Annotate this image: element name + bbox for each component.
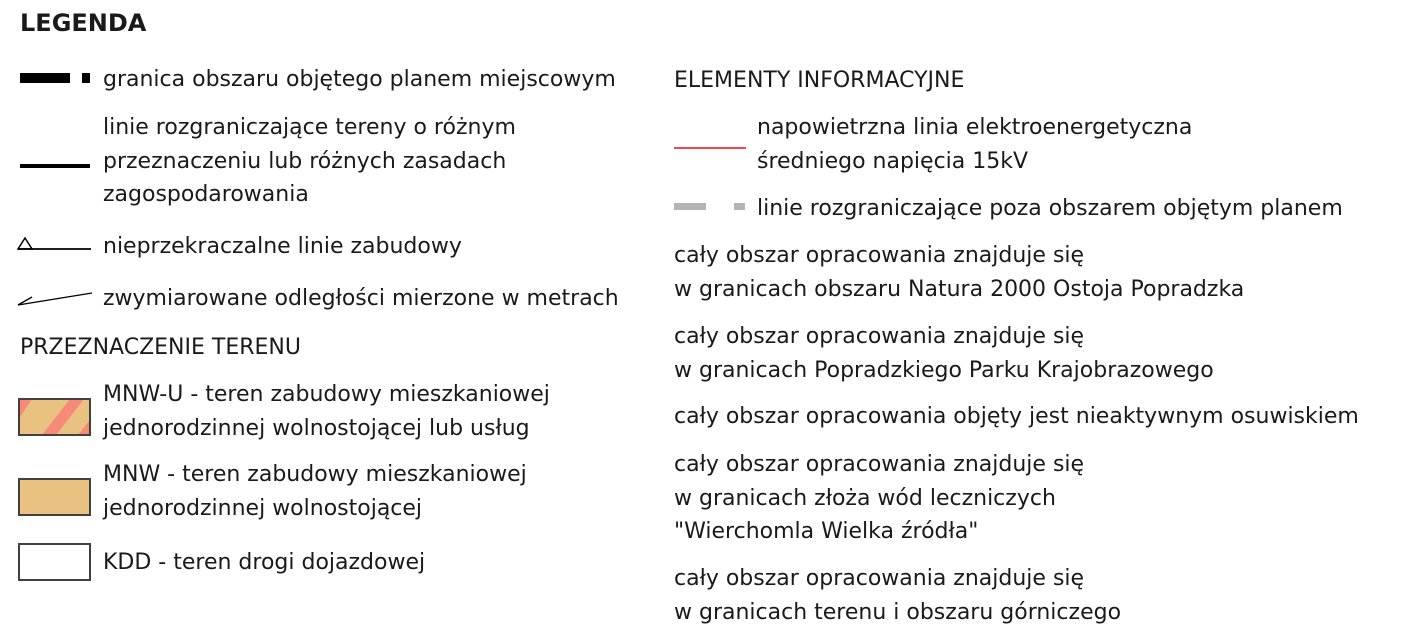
note-mining-area: cały obszar opracowania znajduje się w granicach terenu i obszaru górniczego	[674, 566, 1122, 625]
tan-swatch-icon	[18, 478, 92, 518]
land-use-section-header: PRZEZNACZENIE TERENU	[20, 335, 301, 360]
legend-item-building-line: nieprzekraczalne linie zabudowy	[103, 234, 462, 259]
dividing-line-icon	[18, 162, 93, 170]
white-swatch-icon	[18, 543, 92, 583]
legend-item-dividing-lines: linie rozgraniczające tereny o różnym przeznaczeniu lub różnych zasadach zagospodarowania	[103, 115, 516, 207]
land-use-mnw-u: MNW-U - teren zabudowy mieszkaniowej jednorodzinnej wolnostojącej lub usług	[103, 382, 550, 441]
grey-dashed-line-icon	[672, 202, 748, 212]
land-use-kdd: KDD - teren drogi dojazdowej	[103, 550, 426, 575]
info-section-header: ELEMENTY INFORMACYJNE	[674, 68, 965, 93]
note-landscape-park: cały obszar opracowania znajduje się w granicach Popradzkiego Parku Krajobrazowego	[674, 324, 1214, 383]
note-natura-2000: cały obszar opracowania znajduje się w granicach obszaru Natura 2000 Ostoja Popradzka	[674, 243, 1245, 302]
info-item-power-line: napowietrzna linia elektroenergetyczna średniego napięcia 15kV	[757, 115, 1193, 174]
note-landslide: cały obszar opracowania objęty jest nieaktywnym osuwiskiem	[674, 404, 1359, 429]
dimension-line-icon	[14, 288, 96, 308]
legend-title: LEGENDA	[20, 9, 147, 37]
land-use-mnw: MNW - teren zabudowy mieszkaniowej jednorodzinnej wolnostojącej	[103, 462, 527, 521]
power-line-icon	[672, 146, 748, 150]
info-item-grey-lines: linie rozgraniczające poza obszarem objętym planem	[757, 196, 1343, 221]
note-healing-waters: cały obszar opracowania znajduje się w granicach złoża wód leczniczych "Wierchomla Wielka źródła"	[674, 452, 1085, 544]
legend-item-boundary: granica obszaru objętego planem miejscowym	[103, 67, 616, 92]
striped-swatch-icon	[18, 398, 92, 438]
building-line-icon	[14, 234, 94, 252]
boundary-dashed-icon	[18, 72, 93, 86]
legend-item-dimensions: zwymiarowane odległości mierzone w metrach	[103, 286, 619, 311]
